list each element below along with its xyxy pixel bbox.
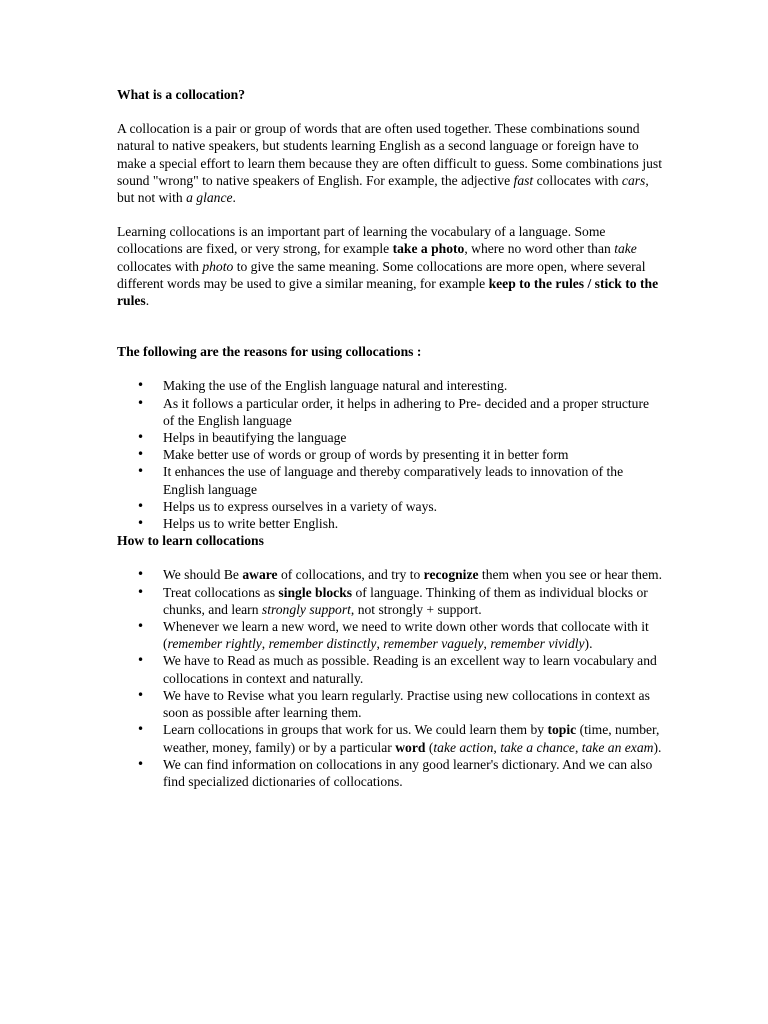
text-run: A collocation is a pair or group of words that are often used together. These combinations sound natural to native speakers, but students learning English as a second language or foreign have to make a special effort to learn them because they are often difficult to guess. Some combinations just sound "wrong" to native speakers of English. For example, the adjective: [117, 121, 662, 188]
text-run: Learn collocations in groups that work for us. We could learn them by: [163, 722, 548, 738]
list-item: • It enhances the use of language and thereby comparatively leads to innovation of the English language: [117, 463, 662, 497]
text-run: , not strongly + support.: [350, 601, 482, 617]
text-run: ).: [584, 636, 593, 652]
text-run: , but not with: [117, 172, 649, 206]
list-item: • Helps in beautifying the language: [117, 429, 662, 446]
italic-run: remember distinctly: [268, 636, 377, 652]
italic-run: take action: [433, 739, 494, 755]
text-run: .: [145, 293, 150, 309]
text-run: , where no word other than: [464, 241, 615, 257]
text-run: Treat collocations as: [163, 584, 279, 600]
paragraph-importance: [117, 223, 662, 309]
document-page: [117, 86, 662, 790]
italic-run: remember rightly: [167, 636, 262, 652]
list-item: • As it follows a particular order, it helps in adhering to Pre- decided and a proper structure of the English language: [117, 395, 662, 429]
text-run: collocates with: [533, 172, 622, 188]
italic-run: take an exam: [581, 739, 654, 755]
bold-run: recognize: [423, 567, 479, 583]
text-run: of collocations, and try to: [277, 567, 424, 583]
text-run: ,: [261, 636, 269, 652]
list-item: [117, 566, 662, 583]
text-run: to give the same meaning. Some collocations are more open, where several different words may be used to give a similar meaning, for example: [117, 258, 646, 291]
bold-run: take a photo: [392, 241, 465, 257]
text-run: Whenever we learn a new word, we need to write down other words that collocate with it (: [163, 619, 649, 652]
bold-run: keep to the rules / stick to the rules: [117, 275, 659, 309]
list-item: • We can find information on collocations in any good learner's dictionary. And we can also find specialized dictionaries of collocations.: [117, 756, 662, 790]
text-run: ,: [376, 636, 384, 652]
text-run: We should Be: [163, 567, 243, 583]
list-item: • We have to Read as much as possible. Reading is an excellent way to learn vocabulary and collocations in context and naturally.: [117, 652, 662, 686]
text-run: ).: [653, 739, 662, 755]
learning-tips-list: [117, 566, 662, 790]
heading-reasons: The following are the reasons for using collocations :: [117, 344, 422, 360]
list-item: • Making the use of the English language natural and interesting.: [117, 377, 662, 394]
list-item: • Helps us to express ourselves in a variety of ways.: [117, 498, 662, 515]
reasons-list: [117, 377, 662, 532]
text-run: them when you see or hear them.: [478, 567, 662, 583]
bold-run: topic: [547, 722, 577, 738]
list-item: • Make better use of words or group of words by presenting it in better form: [117, 446, 662, 463]
bold-run: aware: [242, 567, 278, 583]
italic-run: photo: [202, 258, 234, 274]
bold-run: word: [395, 739, 426, 755]
text-run: (time, number, weather, money, family) or by a particular: [163, 722, 660, 755]
italic-run: take: [614, 241, 637, 257]
heading-how-to-learn: How to learn collocations: [117, 533, 264, 549]
italic-run: remember vaguely: [383, 636, 484, 652]
italic-run: strongly support: [261, 601, 351, 617]
italic-run: fast: [513, 172, 534, 188]
italic-run: a glance: [186, 190, 233, 206]
text-run: (: [425, 739, 434, 755]
paragraph-definition: [117, 120, 662, 206]
text-run: Learning collocations is an important part of learning the vocabulary of a language. Some collocations are fixed, or very strong, for example: [117, 224, 606, 257]
list-item: • We have to Revise what you learn regularly. Practise using new collocations in context as soon as possible after learning them.: [117, 687, 662, 721]
italic-run: take a chance: [500, 739, 575, 755]
text-run: ,: [493, 739, 501, 755]
italic-run: cars: [621, 172, 646, 188]
text-run: of language. Thinking of them as individual blocks or chunks, and learn: [163, 584, 648, 617]
list-item: [117, 584, 662, 618]
list-item: • Helps us to write better English.: [117, 515, 662, 532]
bold-run: single blocks: [278, 584, 353, 600]
text-run: ,: [483, 636, 491, 652]
text-run: ,: [574, 739, 582, 755]
text-run: collocates with: [117, 258, 203, 274]
list-item: [117, 618, 662, 652]
heading-what-is-collocation: What is a collocation?: [117, 87, 246, 102]
list-item: [117, 721, 662, 755]
italic-run: remember vividly: [490, 636, 585, 652]
text-run: .: [232, 190, 236, 206]
